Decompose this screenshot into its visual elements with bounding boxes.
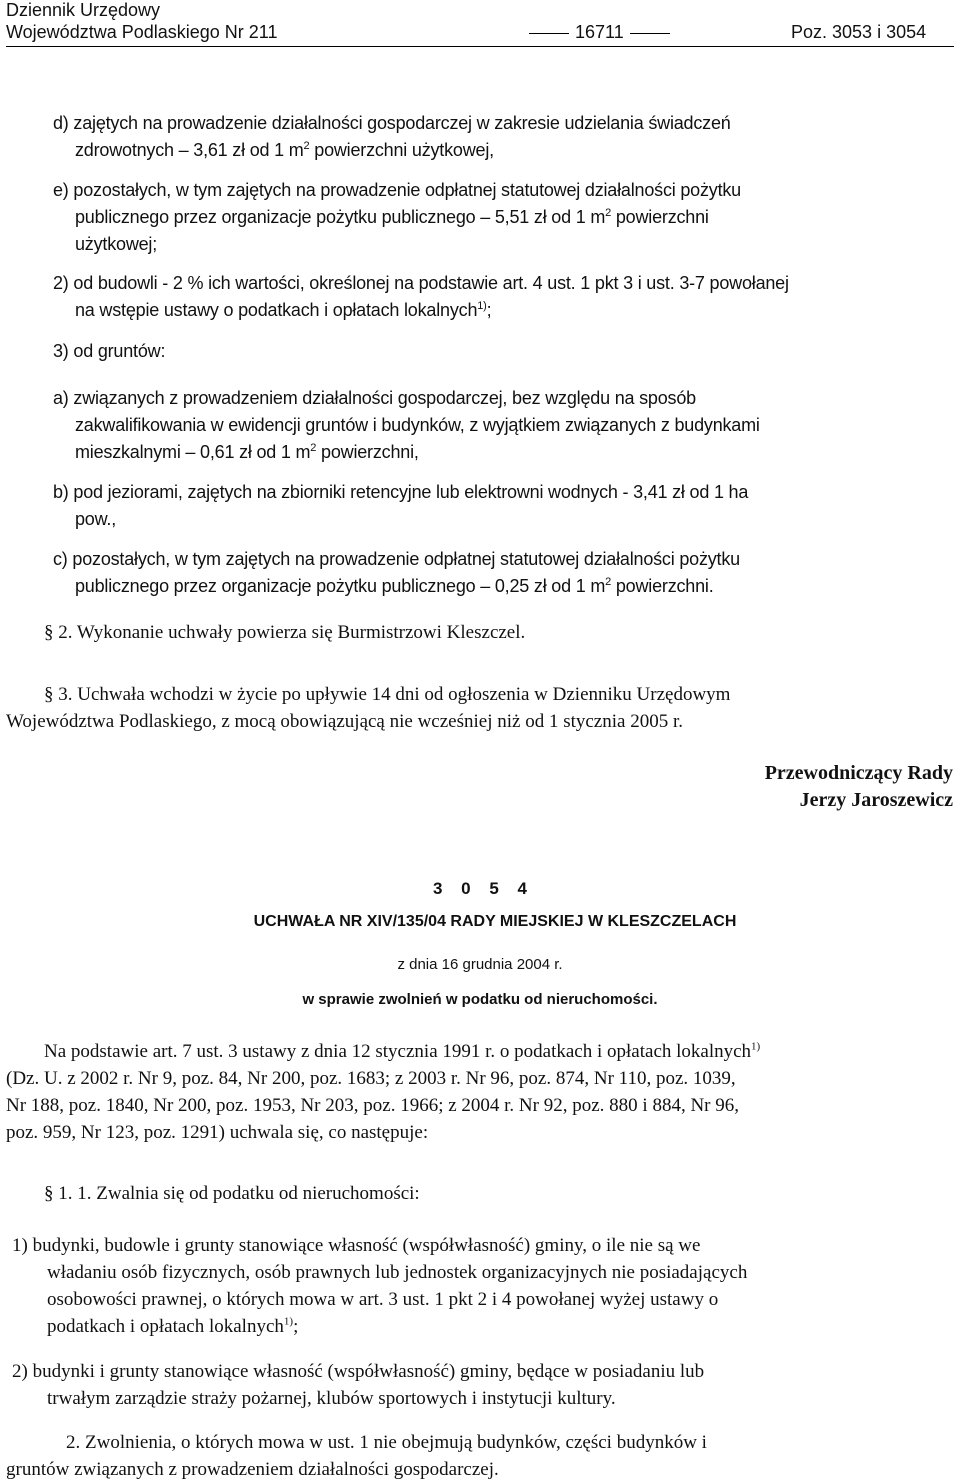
item-e-text: publicznego przez organizacje pożytku publicznego – 5,51 zł od 1 m: [75, 207, 606, 227]
page-number-text: 16711: [575, 22, 624, 42]
item-a-line2: zakwalifikowania w ewidencji gruntów i budynków, z wyjątkiem związanych z budynkami: [75, 415, 760, 435]
signature-name: Jerzy Jaroszewicz: [799, 789, 953, 811]
item-d-text: zdrowotnych – 3,61 zł od 1 m: [75, 140, 304, 160]
item-e-text2: powierzchni: [611, 207, 709, 227]
exemption-1-line3: osobowości prawnej, o których mowa w art. 3 ust. 1 pkt 2 i 4 powołanej wyżej ustawy o: [47, 1289, 719, 1310]
exemption-1-line1: 1) budynki, budowle i grunty stanowiące własność (współwłasność) gminy, o ile nie są we: [12, 1235, 701, 1256]
section-2-text: 2. Wykonanie uchwały powierza się Burmistrzowi Kleszczel.: [58, 622, 526, 643]
page-number: [523, 22, 676, 43]
item-a-text: mieszkalnymi – 0,61 zł od 1 m: [75, 442, 311, 462]
journal-subtitle: Województwa Podlaskiego Nr 211: [6, 22, 278, 42]
item-c-line1: c) pozostałych, w tym zajętych na prowadzenie odpłatnej statutowej działalności pożytku: [53, 549, 740, 569]
item-a-text2: powierzchni,: [316, 442, 419, 462]
dash-right: [630, 33, 670, 34]
exemption-1-text: podatkach i opłatach lokalnych: [47, 1316, 284, 1337]
preamble-line3: Nr 188, poz. 1840, Nr 200, poz. 1953, Nr 203, poz. 1966; z 2004 r. Nr 92, poz. 880 i 884, Nr 96,: [6, 1095, 739, 1116]
exemption-1-line4: [47, 1316, 298, 1338]
footnote-ref: 1): [477, 300, 487, 312]
dash-left: [529, 33, 569, 34]
paragraph-2-line2: gruntów związanych z prowadzeniem działalności gospodarczej.: [6, 1459, 499, 1480]
section-3-text: 3. Uchwała wchodzi w życie po upływie 14 dni od ogłoszenia w Dzienniku Urzędowym: [58, 684, 731, 705]
section-1-text: 1. 1. Zwalnia się od podatku od nieruchomości:: [58, 1183, 420, 1204]
exemption-2-line2: trwałym zarządzie straży pożarnej, klubów sportowych i instytucji kultury.: [47, 1388, 616, 1409]
section-3-line2: Województwa Podlaskiego, z mocą obowiązującą nie wcześniej niż od 1 stycznia 2005 r.: [6, 711, 683, 732]
footnote-ref: 1): [751, 1040, 761, 1053]
item-d-text2: powierzchni użytkowej,: [309, 140, 494, 160]
preamble-line1: [44, 1041, 760, 1063]
superscript: 2: [303, 140, 310, 152]
header-rule: [6, 46, 954, 47]
item-c-text2: powierzchni.: [611, 576, 714, 596]
exemption-1-line2: władaniu osób fizycznych, osób prawnych lub jednostek organizacyjnych nie posiadających: [47, 1262, 748, 1283]
paragraph-2-line1: 2. Zwolnienia, o których mowa w ust. 1 nie obejmują budynków, części budynków i: [66, 1432, 707, 1453]
preamble-line4: poz. 959, Nr 123, poz. 1291) uchwala się, co następuje:: [6, 1122, 429, 1143]
signature-title: Przewodniczący Rady: [764, 762, 953, 784]
preamble-text: Na podstawie art. 7 ust. 3 ustawy z dnia 12 stycznia 1991 r. o podatkach i opłatach lokalnych: [44, 1041, 752, 1062]
item-a-line3: [75, 442, 419, 463]
item-a-line1: a) związanych z prowadzeniem działalności gospodarczej, bez względu na sposób: [53, 388, 696, 408]
act-title: UCHWAŁA NR XIV/135/04 RADY MIEJSKIEJ W KLESZCZELACH: [253, 913, 737, 930]
item-b-line2: pow.,: [75, 509, 117, 529]
act-subject: w sprawie zwolnień w podatku od nieruchomości.: [302, 991, 658, 1008]
item-c-line2: [75, 576, 714, 597]
item-e-line2: [75, 207, 709, 228]
section-sign: §: [44, 622, 59, 643]
point-2-line1: 2) od budowli - 2 % ich wartości, określonej na podstawie art. 4 ust. 1 pkt 3 i ust. 3-7 powołanej: [53, 273, 789, 293]
item-b-line1: b) pod jeziorami, zajętych na zbiorniki retencyjne lub elektrowni wodnych - 3,41 zł od 1 ha: [53, 482, 749, 502]
section-sign: §: [44, 684, 59, 705]
item-d-line2: [75, 140, 494, 161]
point-2-end: ;: [486, 300, 492, 320]
footnote-ref: 1): [283, 1315, 294, 1328]
section-1-heading: [44, 1183, 420, 1205]
item-e-line1: e) pozostałych, w tym zajętych na prowadzenie odpłatnej statutowej działalności pożytku: [53, 180, 741, 200]
point-3: 3) od gruntów:: [53, 341, 166, 361]
preamble-line2: (Dz. U. z 2002 r. Nr 9, poz. 84, Nr 200, poz. 1683; z 2003 r. Nr 96, poz. 874, Nr 110, poz. 1039,: [6, 1068, 736, 1089]
act-date: z dnia 16 grudnia 2004 r.: [397, 956, 563, 973]
position-label: Poz. 3053 i 3054: [791, 22, 927, 42]
point-2-text: na wstępie ustawy o podatkach i opłatach lokalnych: [75, 300, 478, 320]
section-3-line1: [44, 684, 730, 706]
point-2-line2: [75, 300, 491, 321]
superscript: 2: [605, 576, 612, 588]
superscript: 2: [310, 442, 317, 454]
journal-title: Dziennik Urzędowy: [6, 0, 161, 20]
act-number: 3 0 5 4: [433, 879, 527, 898]
exemption-2-line1: 2) budynki i grunty stanowiące własność (współwłasność) gminy, będące w posiadaniu lub: [12, 1361, 705, 1382]
exemption-1-end: ;: [293, 1316, 299, 1337]
item-e-line3: użytkowej;: [75, 234, 158, 254]
superscript: 2: [605, 207, 612, 219]
section-sign: §: [44, 1183, 59, 1204]
item-d-line1: d) zajętych na prowadzenie działalności gospodarczej w zakresie udzielania świadczeń: [53, 113, 731, 133]
section-2: [44, 622, 525, 644]
item-c-text: publicznego przez organizacje pożytku publicznego – 0,25 zł od 1 m: [75, 576, 606, 596]
